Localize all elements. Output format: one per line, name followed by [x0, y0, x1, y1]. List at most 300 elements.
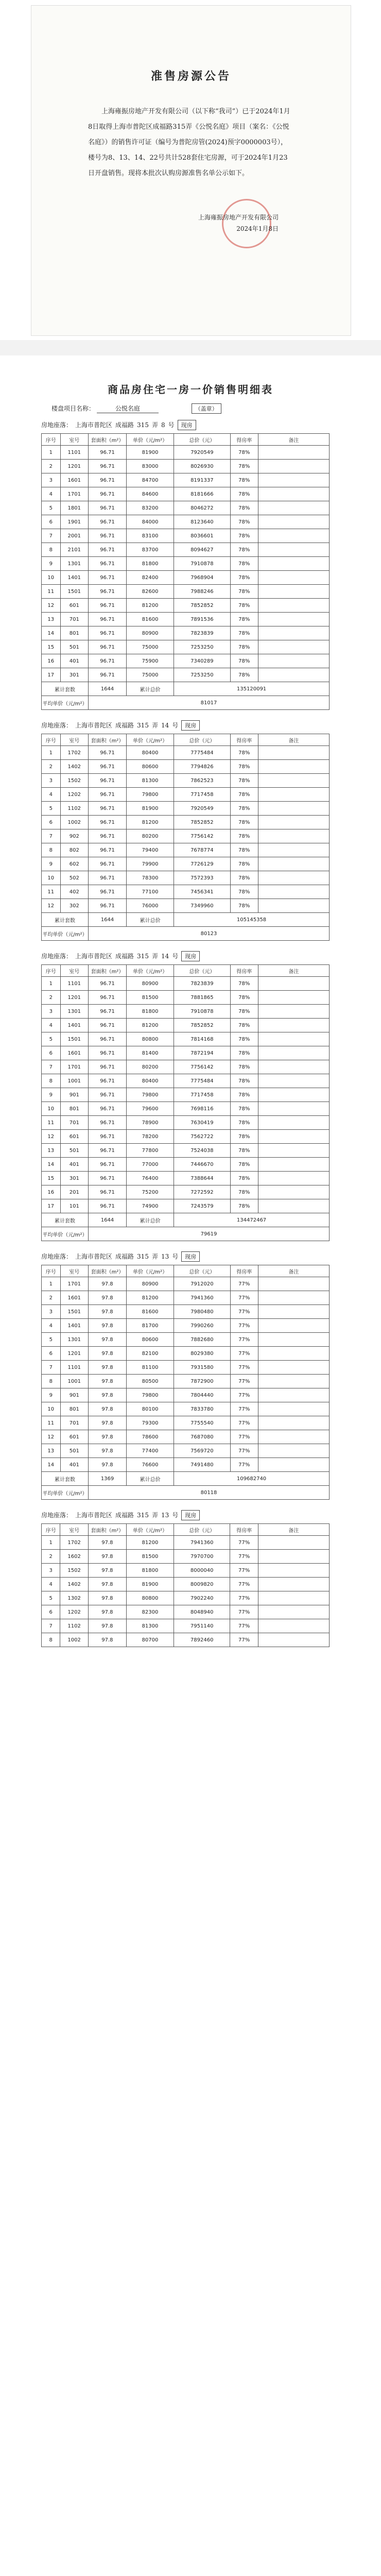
- table-cell: 3: [42, 774, 61, 788]
- table-cell: [258, 654, 329, 668]
- table-header-row: [42, 965, 330, 977]
- table-cell: 8: [42, 1074, 61, 1088]
- table-cell: 96.71: [89, 829, 127, 843]
- column-header: 得房率: [230, 434, 258, 446]
- table-cell: 97.8: [88, 1564, 126, 1578]
- total-count: 1644: [89, 682, 127, 696]
- column-header: 总价（元）: [174, 1524, 230, 1536]
- table-row: [42, 1619, 330, 1633]
- table-cell: 1: [42, 746, 61, 760]
- address-prefix: 房地座落：: [41, 722, 73, 729]
- table-cell: 78%: [230, 843, 258, 857]
- table-cell: 1201: [60, 991, 88, 1005]
- table-cell: 75900: [127, 654, 174, 668]
- total-price: 134472467: [174, 1213, 330, 1227]
- street: 成福路: [115, 1253, 134, 1260]
- table-cell: 7253250: [174, 668, 231, 682]
- table-cell: [258, 1564, 329, 1578]
- table-row: [42, 1102, 330, 1116]
- total-label: 累计套数: [42, 1472, 89, 1486]
- table-cell: 78%: [230, 977, 258, 991]
- table-cell: 3: [42, 1305, 61, 1319]
- table-cell: 81400: [127, 1046, 174, 1060]
- table-cell: 401: [60, 1458, 88, 1472]
- table-cell: 97.8: [88, 1578, 126, 1591]
- table-cell: 6: [42, 1605, 60, 1619]
- table-cell: 5: [42, 802, 61, 816]
- avg-row: [42, 927, 330, 941]
- table-cell: [258, 529, 329, 543]
- table-cell: 8: [42, 1375, 61, 1388]
- table-cell: 1301: [60, 1005, 88, 1019]
- table-cell: 7775484: [174, 1074, 231, 1088]
- table-row: [42, 626, 330, 640]
- table-row: [42, 654, 330, 668]
- table-row: [42, 1375, 330, 1388]
- table-cell: 7572393: [174, 871, 231, 885]
- table-cell: 301: [60, 668, 88, 682]
- table-cell: 96.71: [89, 446, 127, 460]
- table-cell: [258, 1430, 329, 1444]
- table-cell: [258, 1291, 329, 1305]
- table-cell: 77%: [230, 1458, 258, 1472]
- table-cell: 1502: [60, 1564, 88, 1578]
- table-cell: 601: [60, 599, 88, 613]
- address-line: [41, 420, 360, 430]
- table-cell: 7823839: [174, 977, 231, 991]
- table-cell: 97.8: [89, 1291, 127, 1305]
- table-cell: 78%: [230, 1032, 258, 1046]
- column-header: 室号: [60, 1265, 88, 1277]
- table-cell: 78%: [230, 885, 258, 899]
- table-cell: 81600: [127, 1305, 174, 1319]
- total-price: 109682740: [174, 1472, 330, 1486]
- table-row: [42, 473, 330, 487]
- table-cell: 1002: [60, 816, 88, 829]
- table-cell: 77000: [127, 1158, 174, 1172]
- table-cell: 97.8: [88, 1633, 126, 1647]
- table-cell: [258, 599, 329, 613]
- table-cell: 301: [60, 1172, 88, 1185]
- price-table: [41, 734, 330, 941]
- column-header: 总价（元）: [174, 434, 231, 446]
- table-row: [42, 1144, 330, 1158]
- table-cell: 96.71: [89, 1116, 127, 1130]
- total-count: 1644: [89, 1213, 127, 1227]
- table-cell: 96.71: [89, 640, 127, 654]
- table-cell: 81500: [126, 1550, 174, 1564]
- table-cell: 78%: [230, 1144, 258, 1158]
- table-cell: 7678774: [174, 843, 231, 857]
- table-cell: 3: [42, 1564, 60, 1578]
- column-header: 备注: [258, 434, 329, 446]
- table-cell: [258, 1550, 329, 1564]
- table-cell: [258, 816, 329, 829]
- table-cell: 2: [42, 460, 61, 473]
- table-cell: 77400: [127, 1444, 174, 1458]
- table-cell: 7698116: [174, 1102, 231, 1116]
- table-cell: 97.8: [89, 1388, 127, 1402]
- table-cell: 7717458: [174, 1088, 231, 1102]
- table-cell: 81200: [127, 816, 174, 829]
- table-cell: 1001: [60, 1375, 88, 1388]
- table-cell: [258, 1088, 329, 1102]
- table-cell: 7804440: [174, 1388, 231, 1402]
- table-cell: [258, 557, 329, 571]
- table-cell: 81800: [126, 1564, 174, 1578]
- table-cell: [258, 1333, 329, 1347]
- table-cell: 96.71: [89, 1102, 127, 1116]
- table-cell: 2: [42, 760, 61, 774]
- table-cell: 1401: [60, 1019, 88, 1032]
- table-cell: 9: [42, 857, 61, 871]
- table-cell: 7243579: [174, 1199, 231, 1213]
- column-header: 室号: [60, 965, 88, 977]
- table-row: [42, 1019, 330, 1032]
- table-cell: 78300: [127, 871, 174, 885]
- table-cell: 83700: [127, 543, 174, 557]
- table-cell: 1201: [60, 1347, 88, 1361]
- address-line: [41, 1510, 360, 1520]
- table-cell: 8094627: [174, 543, 231, 557]
- table-cell: 78%: [230, 829, 258, 843]
- table-cell: 2101: [60, 543, 88, 557]
- table-cell: [258, 857, 329, 871]
- table-cell: 1102: [60, 802, 88, 816]
- table-cell: 79800: [127, 1388, 174, 1402]
- table-cell: 801: [60, 626, 88, 640]
- table-cell: [258, 1277, 329, 1291]
- table-cell: 78%: [230, 802, 258, 816]
- table-cell: 13: [42, 1144, 61, 1158]
- table-cell: 1701: [60, 1277, 88, 1291]
- table-cell: 96.71: [89, 843, 127, 857]
- lane: 弄: [151, 722, 158, 729]
- avg-row: [42, 1227, 330, 1241]
- table-cell: 78%: [230, 1074, 258, 1088]
- table-cell: 1101: [60, 1361, 88, 1375]
- status-badge: 现房: [181, 951, 200, 961]
- table-cell: 801: [60, 1102, 88, 1116]
- table-cell: 78%: [230, 1019, 258, 1032]
- table-cell: 96.71: [89, 1185, 127, 1199]
- total-row: [42, 1213, 330, 1227]
- table-cell: 81900: [127, 446, 174, 460]
- total-price-label: 累计总价: [127, 682, 174, 696]
- table-cell: [258, 1361, 329, 1375]
- table-cell: 1301: [60, 557, 88, 571]
- table-cell: 1601: [60, 1291, 88, 1305]
- column-header: 单价（元/m²）: [126, 1524, 174, 1536]
- table-cell: 7814168: [174, 1032, 231, 1046]
- address-line: [41, 1251, 360, 1262]
- table-cell: 82400: [127, 571, 174, 585]
- table-cell: 8029380: [174, 1347, 231, 1361]
- table-cell: 78900: [127, 1116, 174, 1130]
- number-suffix: 号: [172, 953, 179, 960]
- total-row: [42, 682, 330, 696]
- sign-date: 2024年1月8日: [236, 225, 279, 232]
- table-row: [42, 529, 330, 543]
- table-row: [42, 1633, 330, 1647]
- table-cell: 78%: [230, 871, 258, 885]
- table-cell: 1002: [60, 1633, 88, 1647]
- table-cell: 1: [42, 1277, 61, 1291]
- status-badge: 现房: [181, 720, 200, 731]
- table-cell: 76400: [127, 1172, 174, 1185]
- table-cell: 1601: [60, 473, 88, 487]
- table-cell: 7902240: [174, 1591, 230, 1605]
- lane: 弄: [151, 1512, 158, 1519]
- table-row: [42, 1444, 330, 1458]
- table-cell: 77%: [230, 1291, 258, 1305]
- table-cell: 1101: [60, 446, 88, 460]
- table-cell: 201: [60, 1185, 88, 1199]
- table-cell: 8036601: [174, 529, 231, 543]
- table-cell: 78%: [230, 991, 258, 1005]
- table-row: [42, 1060, 330, 1074]
- table-cell: [258, 585, 329, 599]
- table-cell: 7569720: [174, 1444, 231, 1458]
- table-cell: 7892460: [174, 1633, 230, 1647]
- table-cell: 80200: [127, 829, 174, 843]
- table-cell: 401: [60, 654, 88, 668]
- table-cell: 78%: [230, 654, 258, 668]
- table-cell: [258, 843, 329, 857]
- column-header: 套面积（m²）: [89, 965, 127, 977]
- table-cell: 7970700: [174, 1550, 230, 1564]
- table-cell: 81800: [127, 1005, 174, 1019]
- table-cell: 1501: [60, 585, 88, 599]
- table-cell: 302: [60, 899, 88, 913]
- district: 上海市普陀区: [75, 953, 113, 960]
- table-cell: [258, 626, 329, 640]
- table-cell: 5: [42, 501, 61, 515]
- table-cell: 7920549: [174, 446, 231, 460]
- table-cell: 7980480: [174, 1305, 231, 1319]
- table-cell: 1702: [60, 746, 88, 760]
- table-cell: 77%: [230, 1430, 258, 1444]
- column-header: 得房率: [230, 1265, 258, 1277]
- total-row: [42, 1472, 330, 1486]
- table-cell: 12: [42, 1430, 61, 1444]
- table-cell: 7920549: [174, 802, 231, 816]
- table-cell: 7253250: [174, 640, 231, 654]
- table-cell: 7726129: [174, 857, 231, 871]
- table-cell: [258, 1005, 329, 1019]
- table-cell: 801: [60, 1402, 88, 1416]
- table-cell: 802: [60, 843, 88, 857]
- table-cell: 4: [42, 1578, 60, 1591]
- table-cell: 96.71: [89, 1019, 127, 1032]
- notice-signature: [198, 212, 279, 234]
- avg-label: 平均单价（元/m²）: [42, 1486, 89, 1500]
- table-row: [42, 1430, 330, 1444]
- table-cell: 96.71: [89, 1144, 127, 1158]
- notice-title: 准售房源公告: [150, 70, 231, 83]
- table-cell: 78%: [230, 746, 258, 760]
- table-cell: 78%: [230, 473, 258, 487]
- table-cell: 76000: [127, 899, 174, 913]
- table-cell: 901: [60, 1088, 88, 1102]
- total-label: 累计套数: [42, 913, 89, 927]
- price-table: [41, 1265, 330, 1500]
- building-section: [21, 951, 360, 1241]
- table-cell: [258, 1578, 329, 1591]
- table-cell: 902: [60, 829, 88, 843]
- table-cell: 84000: [127, 515, 174, 529]
- table-cell: [258, 1172, 329, 1185]
- table-cell: 77%: [230, 1305, 258, 1319]
- table-cell: 80800: [126, 1591, 174, 1605]
- table-cell: [258, 1402, 329, 1416]
- table-cell: [258, 613, 329, 626]
- table-cell: 80400: [127, 746, 174, 760]
- table-cell: 96.71: [89, 802, 127, 816]
- table-cell: 97.8: [89, 1361, 127, 1375]
- table-cell: 12: [42, 599, 61, 613]
- table-row: [42, 1088, 330, 1102]
- table-cell: 96.71: [89, 774, 127, 788]
- table-cell: [258, 473, 329, 487]
- table-cell: [258, 1416, 329, 1430]
- table-cell: 701: [60, 613, 88, 626]
- address-line: [41, 951, 360, 961]
- table-cell: 96.71: [89, 1060, 127, 1074]
- total-label: 累计套数: [42, 682, 89, 696]
- table-cell: 78%: [230, 1116, 258, 1130]
- table-cell: 4: [42, 487, 61, 501]
- table-cell: 80900: [127, 626, 174, 640]
- table-cell: 78600: [127, 1430, 174, 1444]
- table-cell: 1701: [60, 1060, 88, 1074]
- table-cell: 78%: [230, 515, 258, 529]
- table-cell: 81600: [127, 613, 174, 626]
- table-row: [42, 1172, 330, 1185]
- table-cell: 80200: [127, 1060, 174, 1074]
- table-cell: 4: [42, 1319, 61, 1333]
- table-cell: 7491480: [174, 1458, 231, 1472]
- table-cell: 11: [42, 885, 61, 899]
- table-cell: 79800: [127, 1088, 174, 1102]
- table-row: [42, 746, 330, 760]
- table-cell: 77%: [230, 1375, 258, 1388]
- table-cell: 81700: [127, 1319, 174, 1333]
- table-cell: 601: [60, 1130, 88, 1144]
- table-cell: 78%: [230, 613, 258, 626]
- table-cell: [258, 1347, 329, 1361]
- lane: 弄: [151, 953, 158, 960]
- table-cell: 96.71: [89, 529, 127, 543]
- table-cell: [258, 1444, 329, 1458]
- table-cell: 7687080: [174, 1430, 231, 1444]
- table-cell: 12: [42, 1130, 61, 1144]
- table-cell: 101: [60, 1199, 88, 1213]
- table-cell: 96.71: [89, 460, 127, 473]
- address-prefix: 房地座落：: [41, 421, 73, 429]
- table-cell: 77%: [230, 1605, 258, 1619]
- price-table: [41, 1523, 330, 1647]
- table-cell: 97.8: [89, 1402, 127, 1416]
- table-cell: 501: [60, 1444, 88, 1458]
- total-count: 1369: [89, 1472, 127, 1486]
- table-cell: [258, 1619, 329, 1633]
- table-cell: 96.71: [89, 1005, 127, 1019]
- table-cell: [258, 1032, 329, 1046]
- table-cell: 96.71: [89, 1130, 127, 1144]
- table-cell: 6: [42, 1046, 61, 1060]
- table-cell: 83100: [127, 529, 174, 543]
- table-cell: 97.8: [89, 1305, 127, 1319]
- street: 成福路: [115, 953, 134, 960]
- table-cell: 77%: [230, 1277, 258, 1291]
- table-cell: 79300: [127, 1416, 174, 1430]
- table-cell: 1502: [60, 774, 88, 788]
- table-cell: 78%: [230, 557, 258, 571]
- district: 上海市普陀区: [75, 722, 113, 729]
- table-cell: [258, 1158, 329, 1172]
- project-name: 公悦名庭: [97, 404, 159, 413]
- table-cell: 6: [42, 816, 61, 829]
- table-cell: 75000: [127, 668, 174, 682]
- column-header: 总价（元）: [174, 965, 231, 977]
- table-cell: 7833780: [174, 1402, 231, 1416]
- table-cell: 7: [42, 1619, 60, 1633]
- avg-label: 平均单价（元/m²）: [42, 696, 89, 710]
- table-cell: 7446670: [174, 1158, 231, 1172]
- total-price: 135120091: [174, 682, 330, 696]
- table-cell: [258, 977, 329, 991]
- table-cell: 7882680: [174, 1333, 231, 1347]
- table-row: [42, 1333, 330, 1347]
- table-cell: 6: [42, 1347, 61, 1361]
- street-no: 315: [137, 953, 149, 960]
- table-cell: 2001: [60, 529, 88, 543]
- table-cell: 7852852: [174, 599, 231, 613]
- table-cell: 1702: [60, 1536, 88, 1550]
- table-cell: 1901: [60, 515, 88, 529]
- table-cell: 16: [42, 654, 61, 668]
- table-row: [42, 501, 330, 515]
- price-doc-page: [0, 355, 381, 2576]
- table-cell: 76600: [127, 1458, 174, 1472]
- table-cell: [258, 543, 329, 557]
- table-cell: 96.71: [89, 599, 127, 613]
- table-cell: 7941360: [174, 1536, 230, 1550]
- table-cell: 2: [42, 1291, 61, 1305]
- table-cell: 96.71: [89, 746, 127, 760]
- total-count: 1644: [89, 913, 127, 927]
- table-cell: 9: [42, 557, 61, 571]
- table-cell: 97.8: [89, 1347, 127, 1361]
- table-cell: 2: [42, 1550, 60, 1564]
- table-cell: 401: [60, 1158, 88, 1172]
- table-cell: 79400: [127, 843, 174, 857]
- status-badge: 现房: [178, 420, 196, 430]
- table-cell: 78%: [230, 788, 258, 802]
- column-header: 备注: [258, 734, 329, 746]
- table-cell: 7456341: [174, 885, 231, 899]
- total-price-label: 累计总价: [127, 1472, 174, 1486]
- table-cell: 1: [42, 1536, 60, 1550]
- table-cell: 77%: [230, 1619, 258, 1633]
- table-cell: 13: [42, 613, 61, 626]
- table-cell: [258, 446, 329, 460]
- table-cell: [258, 668, 329, 682]
- table-cell: 97.8: [89, 1277, 127, 1291]
- table-cell: 78%: [230, 816, 258, 829]
- avg-price: 80123: [89, 927, 330, 941]
